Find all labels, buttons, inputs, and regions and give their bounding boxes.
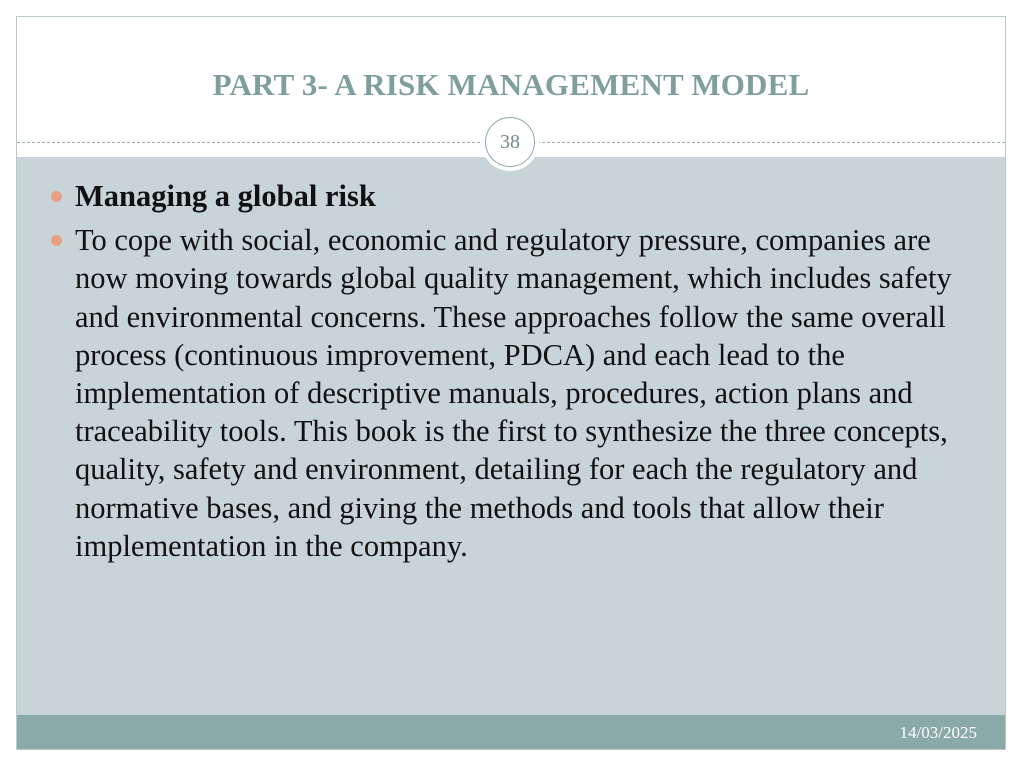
bullet-heading: Managing a global risk <box>75 179 376 213</box>
page-number: 38 <box>500 131 520 153</box>
slide <box>16 16 1006 750</box>
bullet-item <box>49 177 979 215</box>
page-number-ring <box>485 117 535 167</box>
footer-date: 14/03/2025 <box>899 723 977 742</box>
slide-title: PART 3- A RISK MANAGEMENT MODEL <box>212 67 810 102</box>
bullet-list <box>49 177 979 571</box>
bullet-text: To cope with social, economic and regulatory pressure, companies are now moving towards global quality management, which includes safety and environmental concerns. These approaches follow the same overall process (continuous improvement, PDCA) and each lead to the implementation of descriptive manuals, procedures, action plans and traceability tools. This book is the first to synthesize the three concepts, quality, safety and environment, detailing for each the regulatory and normative bases, and giving the methods and tools that allow their implementation in the company. <box>75 223 952 563</box>
bullet-dot-icon <box>51 191 62 202</box>
bullet-item <box>49 221 979 565</box>
bullet-dot-icon <box>51 235 62 246</box>
page-number-badge <box>481 113 539 171</box>
footer-bar <box>17 715 1005 750</box>
